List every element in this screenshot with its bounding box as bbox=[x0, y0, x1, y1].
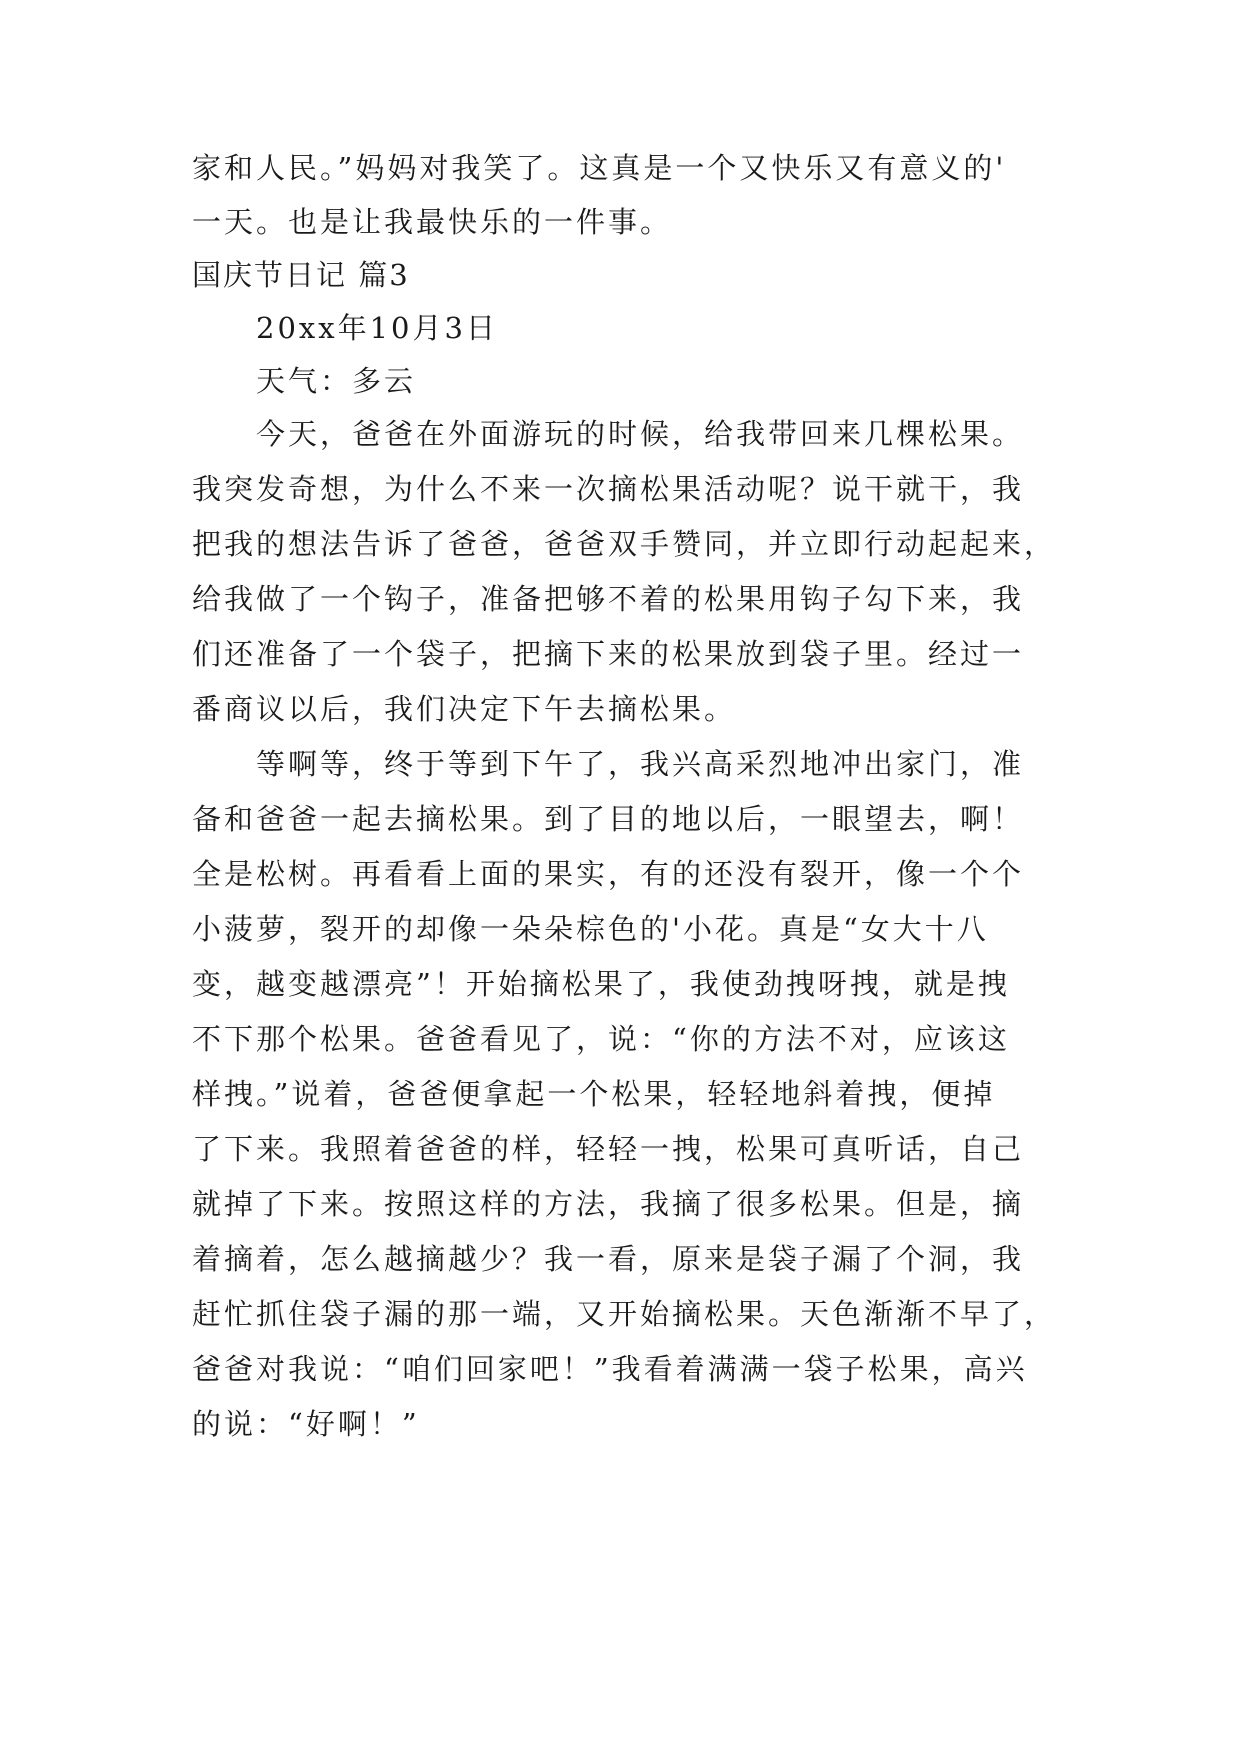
paragraph-line: 就掉了下来。按照这样的方法，我摘了很多松果。但是，摘 bbox=[192, 1187, 1025, 1221]
paragraph-line: 全是松树。再看看上面的果实，有的还没有裂开，像一个个 bbox=[192, 857, 1025, 891]
paragraph-line: 小菠萝，裂开的却像一朵朵棕色的'小花。真是“女大十八 bbox=[192, 912, 989, 946]
paragraph-line: 变，越变越漂亮”！开始摘松果了，我使劲拽呀拽，就是拽 bbox=[192, 967, 1010, 1001]
paragraph-line: 等啊等，终于等到下午了，我兴高采烈地冲出家门，准 bbox=[256, 747, 1025, 781]
text-line: 家和人民。”妈妈对我笑了。这真是一个又快乐又有意义的' bbox=[192, 151, 1007, 185]
paragraph-line: 样拽。”说着，爸爸便拿起一个松果，轻轻地斜着拽，便掉 bbox=[192, 1077, 996, 1111]
paragraph-line: 给我做了一个钩子，准备把够不着的松果用钩子勾下来，我 bbox=[192, 582, 1025, 616]
paragraph-line: 的说：“好啊！” bbox=[192, 1407, 420, 1441]
paragraph-line: 爸爸对我说：“咱们回家吧！”我看着满满一袋子松果，高兴 bbox=[192, 1352, 1028, 1386]
paragraph-line: 今天，爸爸在外面游玩的时候，给我带回来几棵松果。 bbox=[256, 417, 1025, 451]
text-line: 一天。也是让我最快乐的一件事。 bbox=[192, 205, 673, 239]
paragraph-line: 们还准备了一个袋子，把摘下来的松果放到袋子里。经过一 bbox=[192, 637, 1025, 671]
paragraph-line: 我突发奇想，为什么不来一次摘松果活动呢？说干就干，我 bbox=[192, 472, 1025, 506]
paragraph-line: 了下来。我照着爸爸的样，轻轻一拽，松果可真听话，自己 bbox=[192, 1132, 1025, 1166]
diary-date: 20xx年10月3日 bbox=[256, 311, 498, 345]
paragraph-line: 不下那个松果。爸爸看见了，说：“你的方法不对，应该这 bbox=[192, 1022, 1010, 1056]
section-title: 国庆节日记 篇3 bbox=[192, 258, 410, 292]
paragraph-line: 着摘着，怎么越摘越少？我一看，原来是袋子漏了个洞，我 bbox=[192, 1242, 1025, 1276]
paragraph-line: 备和爸爸一起去摘松果。到了目的地以后，一眼望去，啊！ bbox=[192, 802, 1025, 836]
diary-weather: 天气：多云 bbox=[256, 364, 417, 398]
paragraph-line: 番商议以后，我们决定下午去摘松果。 bbox=[192, 692, 737, 726]
paragraph-line: 赶忙抓住袋子漏的那一端，又开始摘松果。天色渐渐不早了， bbox=[192, 1297, 1057, 1331]
paragraph-line: 把我的想法告诉了爸爸，爸爸双手赞同，并立即行动起起来， bbox=[192, 527, 1057, 561]
